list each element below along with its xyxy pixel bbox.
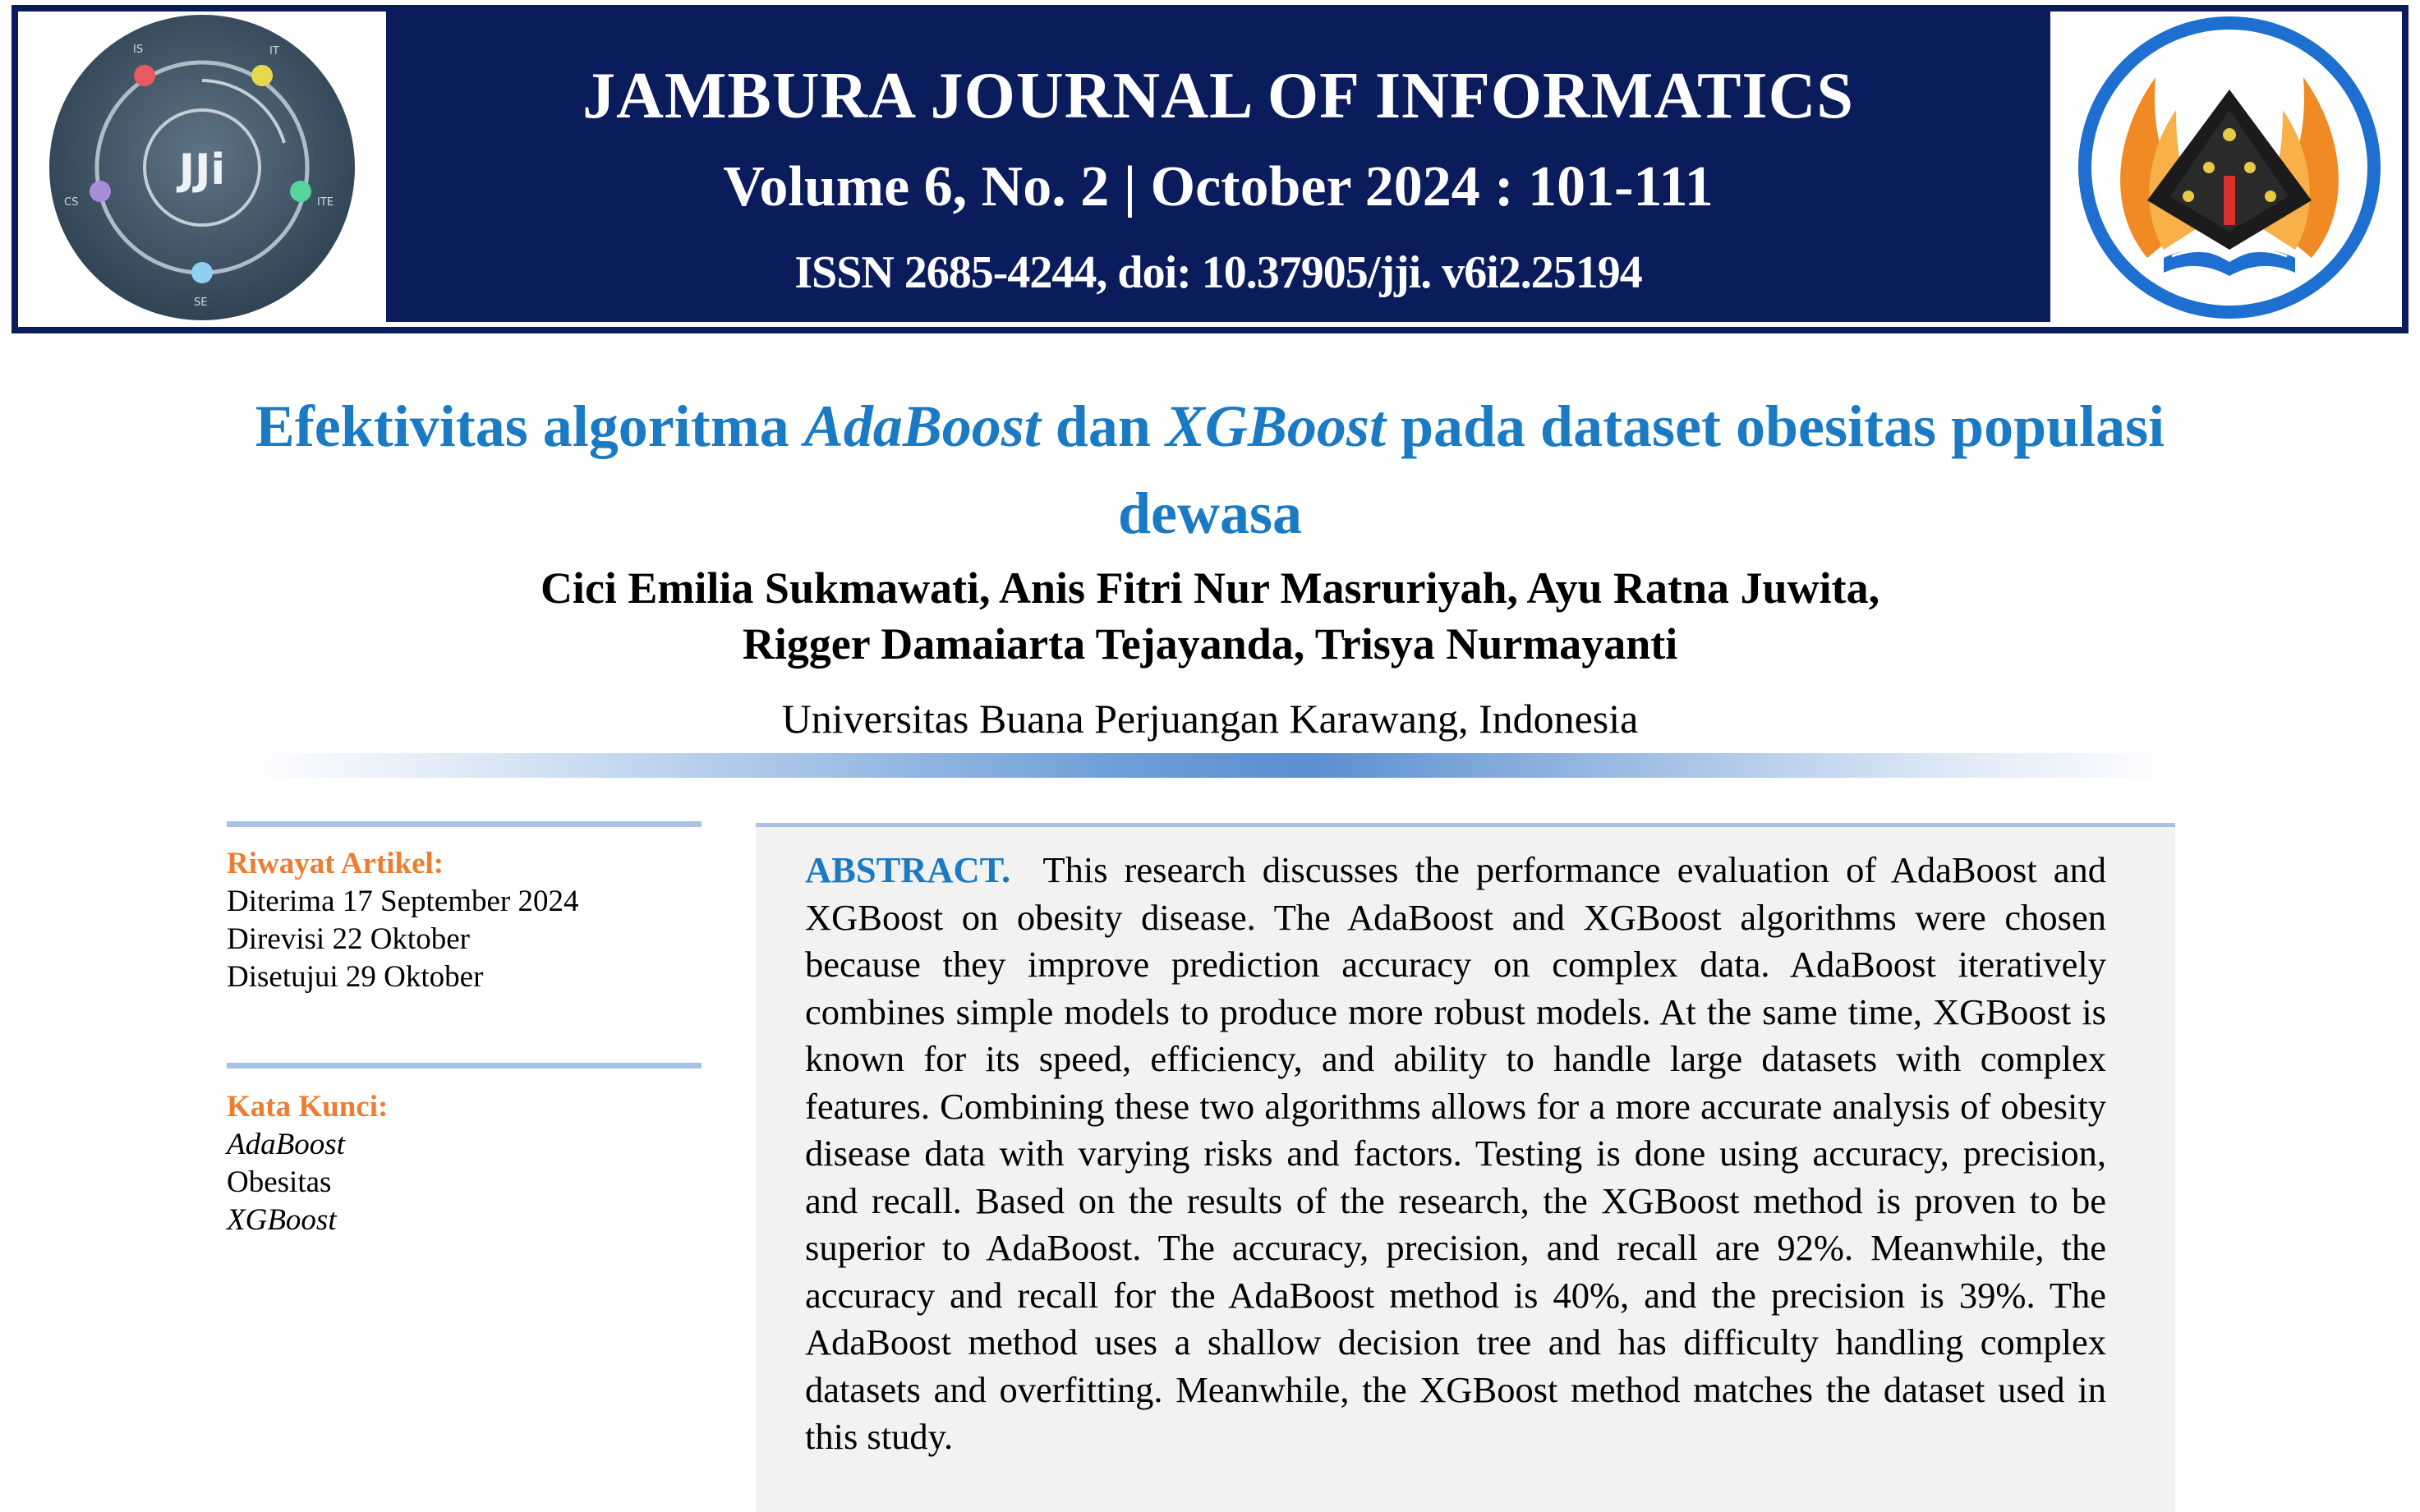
title-text-part1: Efektivitas algoritma bbox=[255, 393, 804, 459]
abstract-label: ABSTRACT. bbox=[805, 849, 1011, 890]
jji-label-cs: CS bbox=[64, 196, 79, 209]
title-text-part3: pada dataset obesitas populasi dewasa bbox=[1117, 393, 2165, 546]
issn-doi-line: ISSN 2685-4244, doi: 10.37905/jji. v6i2.25194 bbox=[794, 247, 1642, 298]
authors-line-1: Cici Emilia Sukmawati, Anis Fitri Nur Masruriyah, Ayu Ratna Juwita, bbox=[540, 563, 1880, 613]
keyword-xgboost: XGBoost bbox=[227, 1203, 337, 1237]
university-seal-logo bbox=[2073, 11, 2385, 324]
jji-logo-text: JJi bbox=[178, 145, 226, 195]
volume-issue-line: Volume 6, No. 2 | October 2024 : 101-111 bbox=[723, 155, 1714, 218]
abstract-body: This research discusses the performance evaluation of AdaBoost and XGBoost on obesity disease. The AdaBoost and XGBoost algorithms were chosen because they improve prediction accuracy on complex data. AdaBoost iteratively combines simple models to produce more robust models. At the same time, XGBoost is known for its speed, efficiency, and ability to handle large datasets with complex features. Combining these two algorithms allows for a more accurate analysis of obesity disease data with varying risks and factors. Testing is done using accuracy, precision, and recall. Based on the results of the research, the XGBoost method is proven to be superior to AdaBoost. The accuracy, precision, and recall are 92%. Meanwhile, the accuracy and recall for the AdaBoost method is 40%, and the precision is 39%. The AdaBoost method uses a shallow decision tree and has difficulty handling complex datasets and overfitting. Meanwhile, the XGBoost method matches the dataset used in this study. bbox=[805, 849, 2106, 1457]
title-text-part2: dan bbox=[1040, 393, 1166, 459]
authors-line-2: Rigger Damaiarta Tejayanda, Trisya Nurmayanti bbox=[742, 619, 1678, 669]
keywords-label: Kata Kunci: bbox=[227, 1090, 389, 1124]
accepted-date: Disetujui 29 Oktober bbox=[227, 960, 484, 994]
section-divider bbox=[246, 753, 2174, 778]
sidebar-rule-top bbox=[227, 821, 702, 827]
header-banner bbox=[386, 11, 2050, 322]
affiliation: Universitas Buana Perjuangan Karawang, Indonesia bbox=[781, 696, 1639, 742]
abstract-box bbox=[756, 823, 2175, 1512]
jji-logo bbox=[46, 11, 358, 324]
jji-label-is: IS bbox=[133, 44, 144, 56]
title-italic-xgboost: XGBoost bbox=[1165, 393, 1386, 459]
keyword-obesitas: Obesitas bbox=[227, 1165, 332, 1199]
abstract-paragraph bbox=[805, 847, 2106, 1461]
keyword-adaboost: AdaBoost bbox=[227, 1128, 345, 1161]
received-date: Diterima 17 September 2024 bbox=[227, 885, 579, 918]
sidebar-rule-keywords bbox=[227, 1063, 702, 1069]
jji-label-it: IT bbox=[269, 45, 279, 57]
article-history-label: Riwayat Artikel: bbox=[227, 847, 444, 880]
revised-date: Direvisi 22 Oktober bbox=[227, 922, 470, 956]
paper-title bbox=[164, 383, 2256, 557]
jji-label-se: SE bbox=[194, 296, 208, 309]
authors bbox=[246, 560, 2174, 672]
title-italic-adaboost: AdaBoost bbox=[803, 393, 1041, 459]
jji-label-ite: ITE bbox=[317, 196, 334, 209]
journal-title: JAMBURA JOURNAL OF INFORMATICS bbox=[582, 60, 1854, 132]
